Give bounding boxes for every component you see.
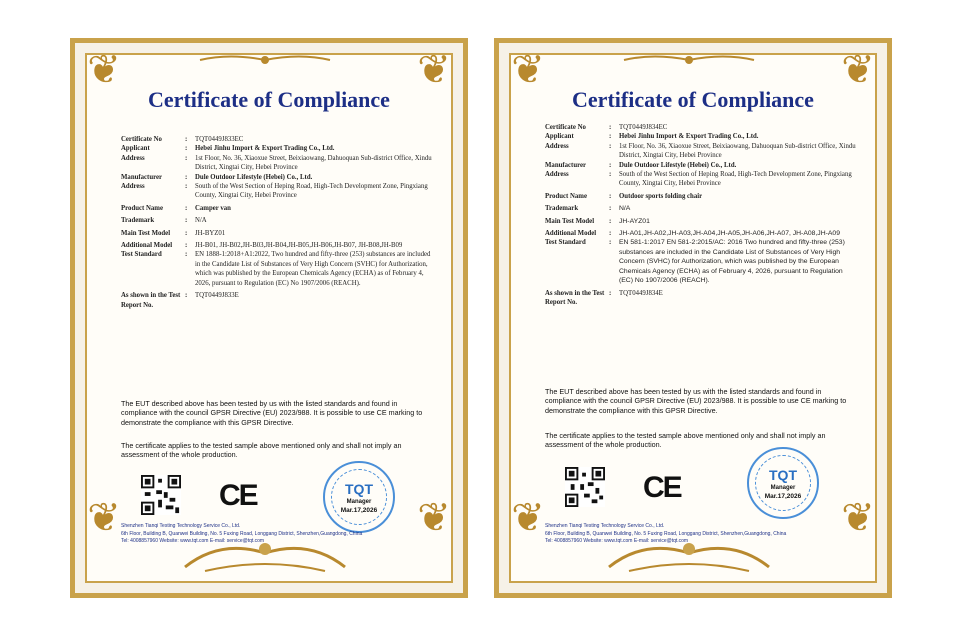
field-row: Trademark : N/A xyxy=(545,204,857,213)
field-label: Address xyxy=(121,154,145,162)
qr-code-icon xyxy=(565,467,605,507)
field-label: Address xyxy=(545,142,569,150)
ce-mark: CE xyxy=(643,471,681,504)
field-value: Outdoor sports folding chair xyxy=(619,192,703,200)
field-value: N/A xyxy=(619,205,631,213)
field-value: 1st Floor, No. 36, Xiaoxue Street, Beixiaowang, Dahuoquan Sub-district Office, Xindu District, Xingtai City, Hebei Province xyxy=(619,142,856,160)
field-label: As shown in the Test Report No. xyxy=(545,289,605,306)
field-value: Dule Outdoor Lifestyle (Hebei) Co., Ltd. xyxy=(195,173,313,181)
field-value: TQT0449J833E xyxy=(195,292,239,300)
field-label: Manufacturer xyxy=(545,161,587,169)
field-row: Manufacturer : Dule Outdoor Lifestyle (Hebei) Co., Ltd. xyxy=(545,161,857,170)
footer-address: 6th Floor, Building B, Quanwei Building, No. 5 Fuxing Road, Longgang District, Shenzhen,Guangdong, China xyxy=(545,530,787,537)
footer-address: 6th Floor, Building B, Quanwei Building, No. 5 Fuxing Road, Longgang District, Shenzhen,Guangdong, China xyxy=(121,530,363,537)
field-value: EN 581-1:2017 EN 581-2:2015/AC: 2016 Two hundred and fifty-three (253) substances are included in the Candidate List of Substances of Very High Concern (SVHC) for Authorization, which was published by the European Chemicals Agency (ECHA) as of February 4, 2026, pursuant to Regulation (EC) No 1907/2006 (REACH). xyxy=(619,239,845,285)
field-value: N/A xyxy=(195,217,207,225)
field-row: As shown in the Test Report No. : TQT0449J833E xyxy=(121,291,433,310)
field-row: Product Name : Outdoor sports folding chair xyxy=(545,192,857,201)
corner-ornament-icon: ❦ xyxy=(87,47,121,92)
seal-date: Mar.17,2026 xyxy=(764,493,802,500)
field-label: Test Standard xyxy=(545,239,586,247)
field-row: Main Test Model : JH-BYZ01 xyxy=(121,229,433,238)
corner-ornament-icon: ❦ xyxy=(841,47,875,92)
field-label: As shown in the Test Report No. xyxy=(121,292,181,309)
field-row: Applicant : Hebei Jinhu Import & Export Trading Co., Ltd. xyxy=(121,144,433,153)
field-row: Product Name : Camper van xyxy=(121,204,433,213)
field-label: Main Test Model xyxy=(121,229,171,237)
field-row: Address : 1st Floor, No. 36, Xiaoxue Street, Beixiaowang, Dahuoquan Sub-district Office, Xindu District, Xingtai City, Hebei Province xyxy=(121,154,432,172)
seal-manager: Manager xyxy=(346,499,372,505)
field-label: Address xyxy=(545,171,569,179)
qr-code-icon xyxy=(141,475,181,515)
field-row: Test Standard : EN 1888-1:2018+A1:2022, Two hundred and fifty-three (253) substances are included in the Candidate List of Substances of Very High Concern (SVHC) for Authorization, which was published by the European Chemicals Agency (ECHA) as of February 4, 2026, pursuant to Regulation (EC) No 1907/2006 (REACH). xyxy=(121,250,433,288)
field-value: JH-AYZ01 xyxy=(619,217,650,225)
field-value: 1st Floor, No. 36, Xiaoxue Street, Beixiaowang, Dahuoquan Sub-district Office, Xindu District, Xingtai City, Hebei Province xyxy=(195,154,432,172)
certificate-right xyxy=(494,38,892,598)
field-label: Trademark xyxy=(121,217,155,225)
field-value: TQT0449J834EC xyxy=(619,124,668,131)
top-ornament-icon xyxy=(195,53,335,67)
field-value: TQT0449J834E xyxy=(619,289,663,297)
certificate-title: Certificate of Compliance xyxy=(572,87,814,112)
field-label: Additional Model xyxy=(121,242,173,250)
field-label: Address xyxy=(121,183,145,191)
field-value: JH-A01,JH-A02,JH-A03,JH-A04,JH-A05,JH-A06,JH-A07, JH-A08,JH-A09 xyxy=(619,230,840,238)
certificate-left xyxy=(70,38,468,598)
tqt-seal xyxy=(747,447,819,519)
bottom-ornament-icon xyxy=(599,533,779,577)
field-label: Manufacturer xyxy=(121,173,163,181)
field-label: Certificate No xyxy=(545,124,586,131)
field-row: Certificate No : TQT0449J833EC xyxy=(121,135,433,144)
footer-company: Shenzhen Tianqi Testing Technology Service Co., Ltd. xyxy=(121,523,241,529)
corner-ornament-icon: ❦ xyxy=(417,47,451,92)
field-value: JH-B01, JH-B02,JH-B03,JH-B04,JH-B05,JH-B06,JH-B07, JH-B08,JH-B09 xyxy=(195,242,403,250)
footer-company: Shenzhen Tianqi Testing Technology Service Co., Ltd. xyxy=(545,523,665,529)
field-label: Product Name xyxy=(545,192,587,200)
field-value: Dule Outdoor Lifestyle (Hebei) Co., Ltd. xyxy=(619,161,737,169)
field-row: Trademark : N/A xyxy=(121,216,433,225)
field-value: Hebei Jinhu Import & Export Trading Co., Ltd. xyxy=(619,133,759,141)
field-row: Additional Model : JH-A01,JH-A02,JH-A03,JH-A04,JH-A05,JH-A06,JH-A07, JH-A08,JH-A09 xyxy=(545,229,857,238)
certificate-title: Certificate of Compliance xyxy=(148,87,390,112)
field-row: Additional Model : JH-B01, JH-B02,JH-B03,JH-B04,JH-B05,JH-B06,JH-B07, JH-B08,JH-B09 xyxy=(121,241,433,250)
field-row: Address : 1st Floor, No. 36, Xiaoxue Street, Beixiaowang, Dahuoquan Sub-district Office, Xindu District, Xingtai City, Hebei Province xyxy=(545,142,856,160)
corner-ornament-icon: ❦ xyxy=(511,47,545,92)
corner-ornament-icon: ❦ xyxy=(87,495,121,540)
field-value: JH-BYZ01 xyxy=(195,229,226,237)
scope-statement: The certificate applies to the tested sample above mentioned only and shall not imply an assessment of the whole production. xyxy=(545,431,826,450)
top-ornament-icon xyxy=(619,53,759,67)
field-label: Trademark xyxy=(545,205,579,213)
field-row: Manufacturer : Dule Outdoor Lifestyle (Hebei) Co., Ltd. xyxy=(121,173,433,182)
ce-mark: CE xyxy=(219,479,257,512)
field-label: Test Standard xyxy=(121,251,162,259)
field-row: Applicant : Hebei Jinhu Import & Export Trading Co., Ltd. xyxy=(545,132,857,141)
field-label: Additional Model xyxy=(545,230,597,238)
field-value: South of the West Section of Heping Road, High-Tech Development Zone, Pingxiang County, Xingtai City, Hebei Province xyxy=(195,183,428,200)
footer-contact: Tel: 4008857960 Website: www.tqt.com E-mail: service@tqt.com xyxy=(545,538,689,545)
field-label: Applicant xyxy=(545,133,574,141)
corner-ornament-icon: ❦ xyxy=(417,495,451,540)
footer-contact: Tel: 4008857960 Website: www.tqt.com E-mail: service@tqt.com xyxy=(121,538,265,545)
field-row: Main Test Model : JH-AYZ01 xyxy=(545,217,857,226)
compliance-statement: The EUT described above has been tested by us with the listed standards and found in compliance with the council GPSR Directive (EU) 2023/988. It is possible to use CE marking to demonstrate the compliance with this GPSR Directive. xyxy=(121,399,423,427)
field-row: Certificate No : TQT0449J834EC xyxy=(545,123,857,132)
field-value: Camper van xyxy=(195,204,231,212)
scope-statement: The certificate applies to the tested sample above mentioned only and shall not imply an assessment of the whole production. xyxy=(121,441,402,460)
seal-date: Mar.17,2026 xyxy=(340,507,378,514)
corner-ornament-icon: ❦ xyxy=(511,495,545,540)
compliance-statement: The EUT described above has been tested by us with the listed standards and found in compliance with the council GPSR Directive (EU) 2023/988. It is possible to use CE marking to demonstrate the compliance with this GPSR Directive. xyxy=(545,387,847,415)
bottom-ornament-icon xyxy=(175,533,355,577)
seal-manager: Manager xyxy=(770,485,796,491)
field-value: South of the West Section of Heping Road, High-Tech Development Zone, Pingxiang County, Xingtai City, Hebei Province xyxy=(619,171,852,188)
field-label: Product Name xyxy=(121,204,163,212)
certificate-fields xyxy=(121,135,433,310)
field-label: Certificate No xyxy=(121,136,162,143)
certificate-fields xyxy=(545,123,857,307)
field-row: As shown in the Test Report No. : TQT0449J834E xyxy=(545,289,857,308)
field-row: Address : South of the West Section of Heping Road, High-Tech Development Zone, Pingxiang County, Xingtai City, Hebei Province xyxy=(121,182,433,201)
field-row: Address : South of the West Section of Heping Road, High-Tech Development Zone, Pingxiang County, Xingtai City, Hebei Province xyxy=(545,170,857,189)
seal-logo: TQT xyxy=(769,467,797,483)
corner-ornament-icon: ❦ xyxy=(841,495,875,540)
field-label: Applicant xyxy=(121,145,150,153)
field-value: TQT0449J833EC xyxy=(195,136,244,143)
field-value: EN 1888-1:2018+A1:2022, Two hundred and fifty-three (253) substances are included in the Candidate List of Substances of Very High Concern (SVHC) for Authorization, which was published by the European Chemicals Agency (ECHA) as of February 4, 2026, pursuant to Regulation (EC) No 1907/2006 (REACH). xyxy=(195,251,431,287)
field-row: Test Standard : EN 581-1:2017 EN 581-2:2015/AC: 2016 Two hundred and fifty-three (253) substances are included in the Candidate List of Substances of Very High Concern (SVHC) for Authorization, which was published by the European Chemicals Agency (ECHA) as of February 4, 2026, pursuant to Regulation (EC) No 1907/2006 (REACH). xyxy=(545,238,857,285)
field-label: Main Test Model xyxy=(545,217,595,225)
seal-logo: TQT xyxy=(345,481,373,497)
field-value: Hebei Jinhu Import & Export Trading Co., Ltd. xyxy=(195,145,335,153)
